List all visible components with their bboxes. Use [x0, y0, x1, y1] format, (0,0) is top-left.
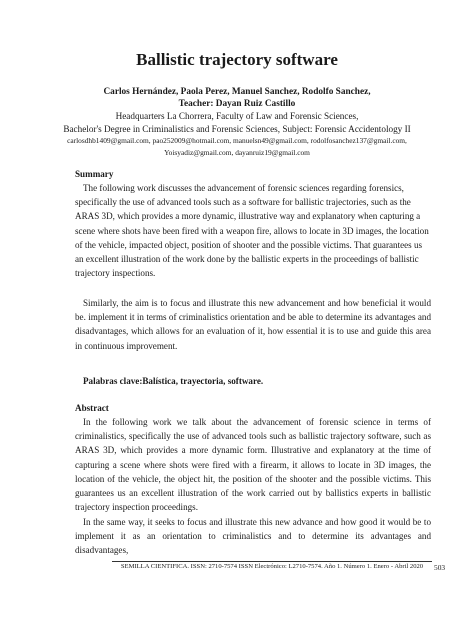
abstract-paragraph-1: In the following work we talk about the advancement of forensic science in terms of criminalistics, specifically the use of advanced tools such as ballistic trajectory software, such as ARAS 3D, which provides a more dynamic form. Illustrative and explanatory at the time of capturing a scene where shots were fired with a firearm, it allows to locate in 3D images, the location of the vehicle, the object hit, the position of the shooter and the possible victims. This guarantees us an excellent illustration of the work carried out by ballistics experts in ballistic trajectory inspection proceedings.	[75, 417, 431, 513]
author-list: Carlos Hernández, Paola Perez, Manuel Sanchez, Rodolfo Sanchez,	[103, 87, 371, 97]
journal-footer: SEMILLA CIENTIFICA. ISSN: 2710-7574 ISSN Electrónico: L2710-7574. Año 1. Número 1. Enero - Abril 2020	[120, 563, 424, 570]
keywords: Palabras clave:Balística, trayectoria, software.	[83, 376, 264, 386]
abstract-paragraph-2: In the same way, it seeks to focus and illustrate this new advance and how good it would be to implement it as an orientation to criminalistics and to determine its advantages and disadvantages,	[75, 517, 431, 556]
affiliation-line-1: Headquarters La Chorrera, Faculty of Law and Forensic Sciences,	[115, 111, 359, 121]
page-number: 503	[434, 563, 446, 572]
teacher-line: Teacher: Dayan Ruiz Castillo	[178, 99, 296, 109]
summary-heading: Summary	[75, 169, 114, 179]
footer-divider	[112, 561, 432, 562]
summary-paragraph-2: Similarly, the aim is to focus and illustrate this new advancement and how beneficial it would be. implement it in terms of criminalistics orientation and be able to determine its advantages and disadvantages, which allows for an evaluation of it, how essential it is to use and guide this area in continuous improvement.	[75, 298, 431, 351]
affiliation-line-2: Bachelor's Degree in Criminalistics and Forensic Sciences, Subject: Forensic Accidentology II	[63, 124, 411, 134]
author-emails-1: carlosdhb1409@gmail.com, pao252009@hotmail.com, manuelsn49@gmail.com, rodolfosanchez137@gmail.com,	[67, 136, 407, 145]
paper-title: Ballistic trajectory software	[136, 50, 338, 69]
abstract-heading: Abstract	[75, 403, 109, 413]
summary-paragraph-1: The following work discusses the advancement of forensic sciences regarding forensics, specifically the use of advanced tools such as a software for ballistic trajectories, such as the ARAS 3D, which provides a more dynamic, illustrative way and explanatory when capturing a scene where shots have been fired with a weapon fire, allows to locate in 3D images, the location of the vehicle, impacted object, position of shooter and the possible victims. That guarantees us an excellent illustration of the work done by the ballistic experts in the proceedings of ballistic trajectory inspections.	[75, 183, 429, 279]
author-emails-2: Yoisyadiz@gmail.com, dayanruiz19@gmail.com	[164, 148, 310, 157]
